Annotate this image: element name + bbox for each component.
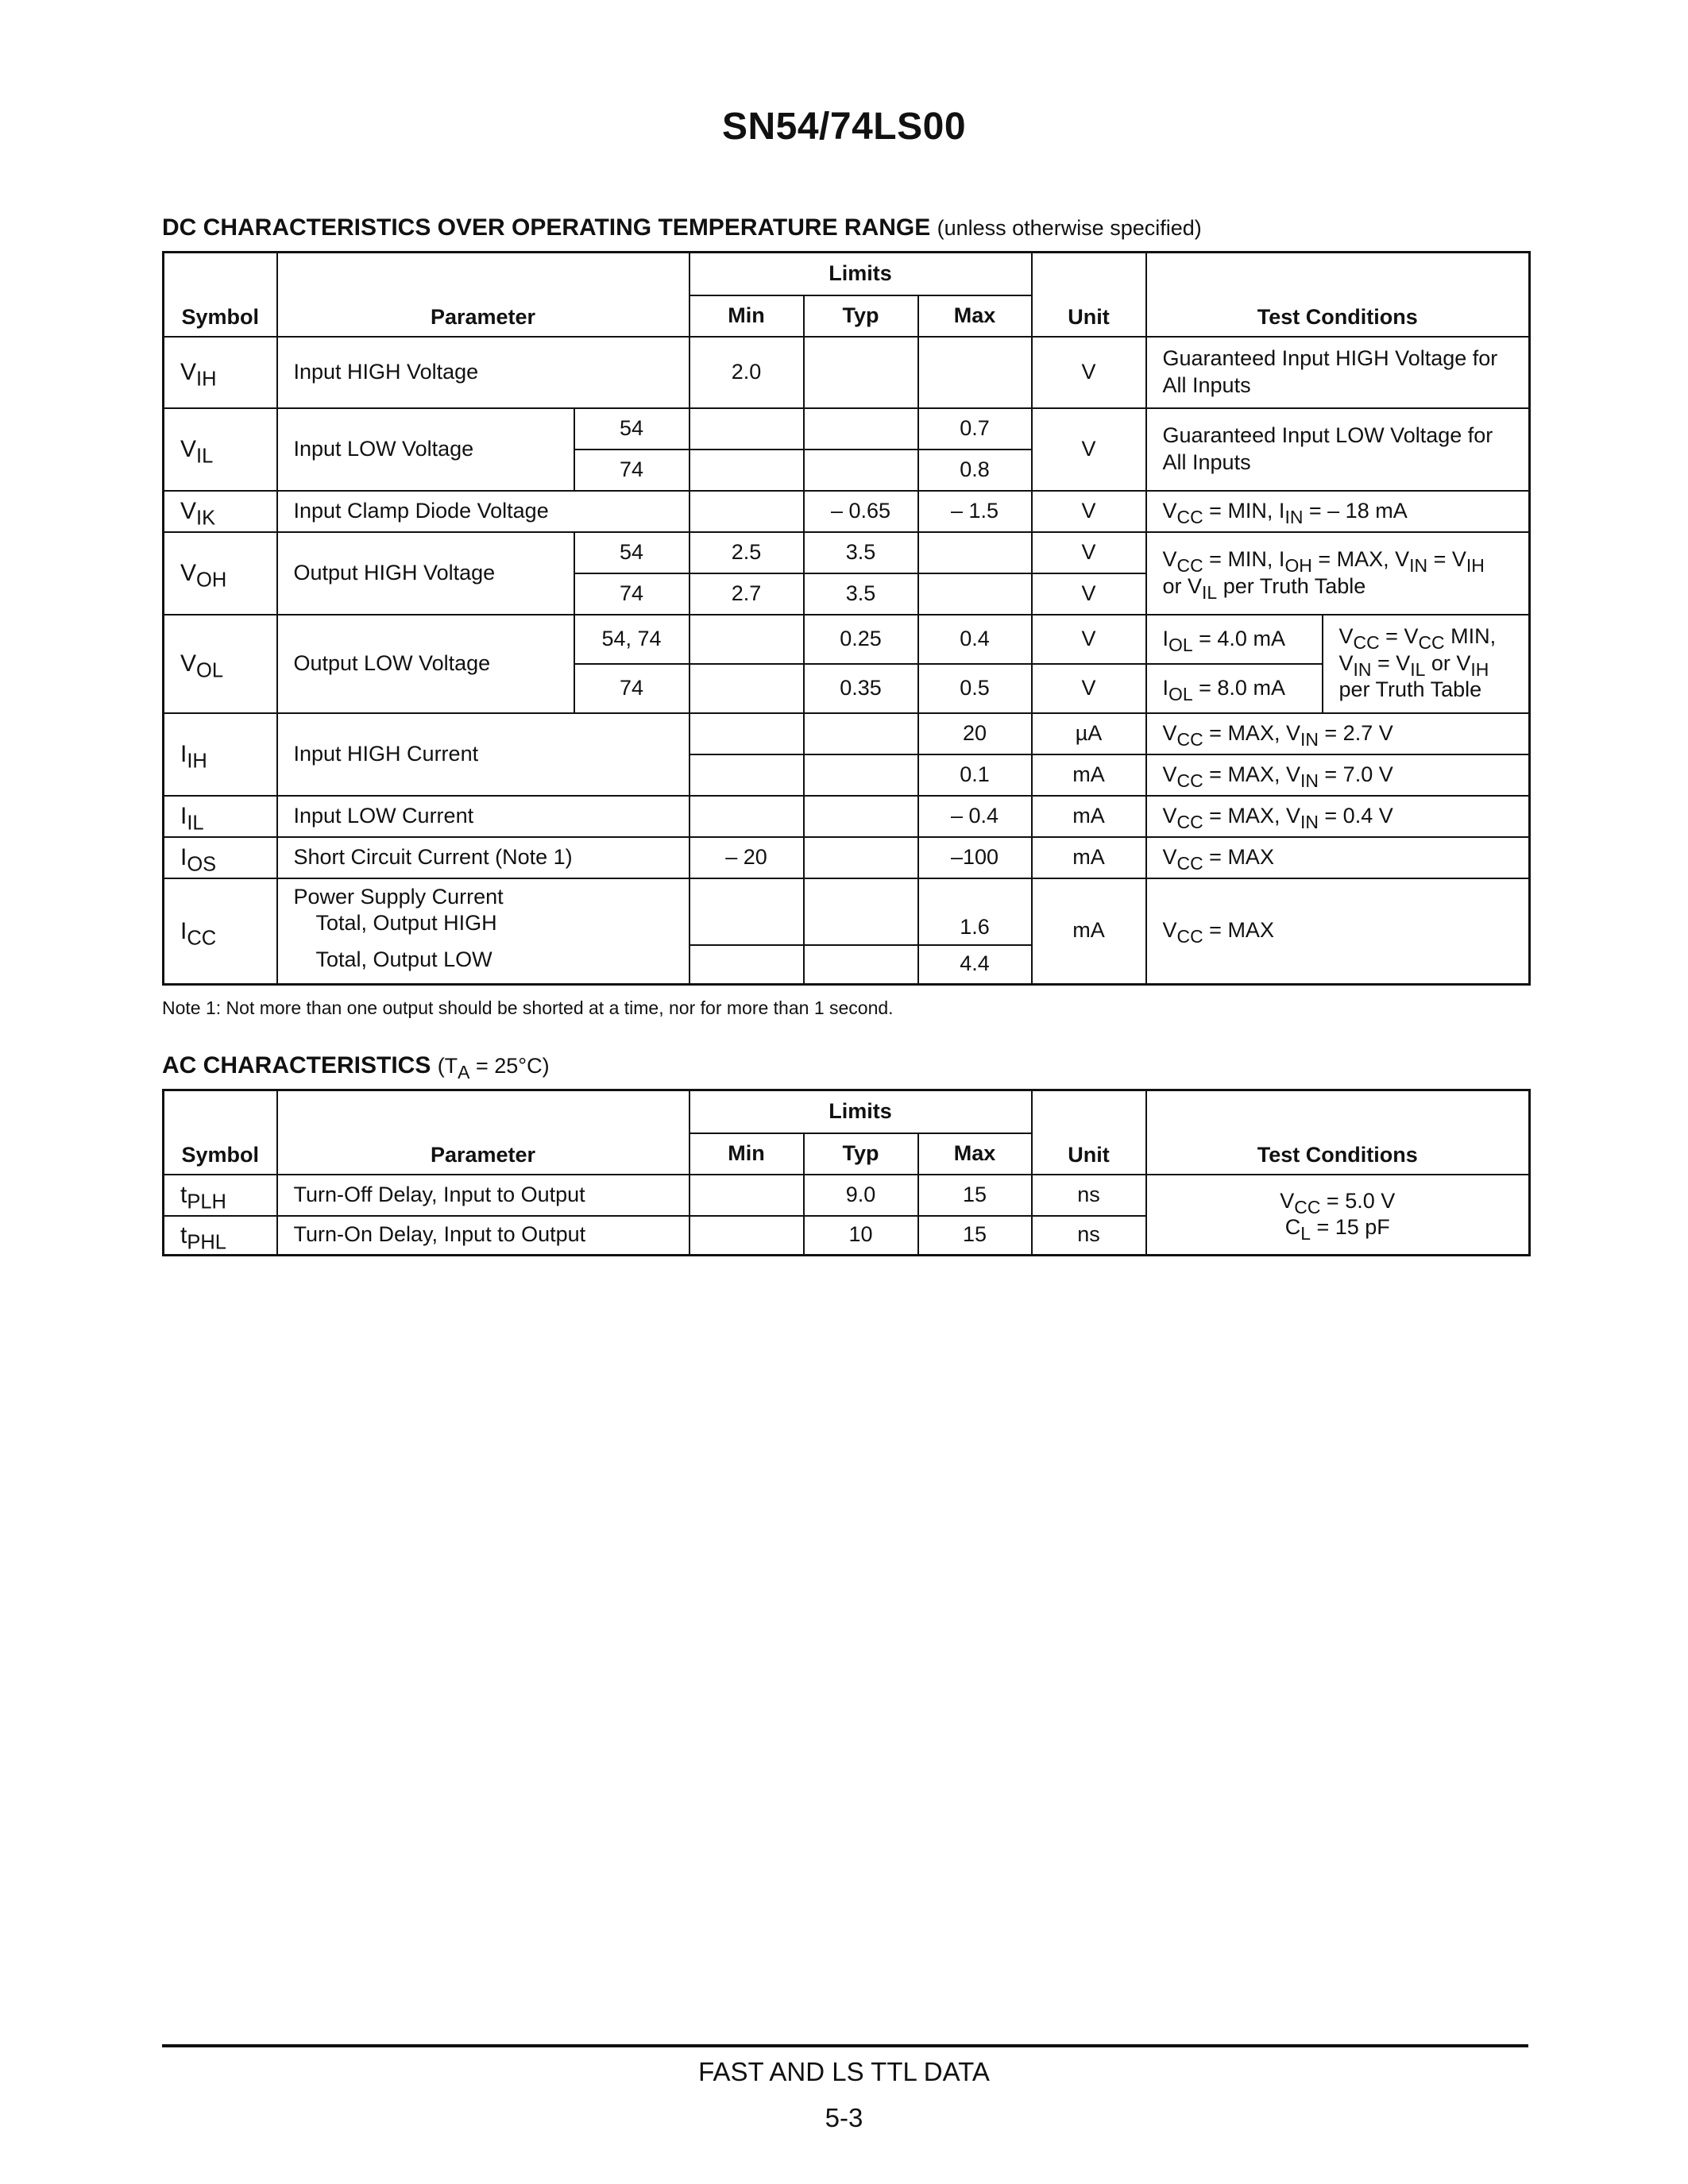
header-parameter: Parameter [277,253,689,337]
min-cell [689,664,804,713]
symbol-cell: $I_{OS}$ [164,837,277,878]
max-cell: – 1.5 [918,491,1032,532]
header-typ: Typ [804,295,918,337]
symbol-cell: $I_{IH}$ [164,713,277,796]
device-cell: 54 [574,532,689,573]
typ-cell: 3.5 [804,532,918,573]
max-cell: 0.4 [918,615,1032,664]
min-cell [689,1175,804,1216]
header-unit: Unit [1032,253,1146,337]
typ-cell: 10 [804,1216,918,1256]
parameter-cell: Short Circuit Current (Note 1) [277,837,689,878]
device-cell: 54, 74 [574,615,689,664]
header-max: Max [918,1133,1032,1175]
conditions-cell: Guaranteed Input LOW Voltage for All Inputs [1146,408,1530,491]
unit-cell: V [1032,491,1146,532]
unit-cell: V [1032,337,1146,408]
symbol-cell: $I_{IL}$ [164,796,277,837]
typ-cell [804,450,918,491]
max-cell: –100 [918,837,1032,878]
ac-heading-note: $(T_A = 25^\circ C)$ [437,1054,550,1082]
ac-characteristics-table [162,1089,1531,1256]
table-row [164,878,1530,945]
parameter-cell: Output LOW Voltage [277,615,574,713]
min-cell: 2.0 [689,337,804,408]
max-cell: 15 [918,1216,1032,1256]
dc-characteristics-table [162,251,1531,986]
max-cell: – 0.4 [918,796,1032,837]
unit-cell: ns [1032,1175,1146,1216]
symbol-cell: $V_{IL}$ [164,408,277,491]
typ-cell [804,796,918,837]
device-cell: 74 [574,450,689,491]
min-cell [689,1216,804,1256]
table-row [164,408,1530,450]
min-cell [689,878,804,945]
unit-cell: mA [1032,796,1146,837]
conditions-cell: $V_{CC}$ = MIN, $I_{IN}$ = – 18 mA [1146,491,1530,532]
min-cell: 2.7 [689,573,804,615]
table-row [164,337,1530,408]
typ-cell [804,337,918,408]
conditions-cell: $V_{CC} = 5.0$ V $C_L = 15$ pF [1146,1175,1530,1256]
conditions-cell: $I_{OL} = 4.0$ mA [1146,615,1323,664]
note-1: Note 1: Not more than one output should be shorted at a time, nor for more than 1 second. [162,997,894,1018]
table-row [164,1175,1530,1216]
conditions-cell: $I_{OL} = 8.0$ mA [1146,664,1323,713]
table-row [164,491,1530,532]
unit-cell: V [1032,664,1146,713]
header-min: Min [689,1133,804,1175]
footer-title: FAST AND LS TTL DATA [698,2057,990,2086]
typ-cell: 3.5 [804,573,918,615]
conditions-cell: $V_{CC}$ = MAX [1146,878,1530,985]
max-cell [918,532,1032,573]
page-number: 5-3 [825,2103,863,2132]
dc-heading [162,214,1202,241]
footer-rule [162,2044,1528,2047]
conditions-cell: $V_{CC}$ = MAX, $V_{IN} = 0.4$ V [1146,796,1530,837]
conditions-cell: $V_{CC}$ = MAX, $V_{IN} = 7.0$ V [1146,754,1530,796]
symbol-cell: $t_{PHL}$ [164,1216,277,1256]
table-row [164,837,1530,878]
device-cell: 74 [574,664,689,713]
min-cell: – 20 [689,837,804,878]
max-cell: 0.1 [918,754,1032,796]
max-cell: 4.4 [918,945,1032,985]
typ-cell: – 0.65 [804,491,918,532]
max-cell: 0.8 [918,450,1032,491]
typ-cell [804,713,918,754]
typ-cell: 9.0 [804,1175,918,1216]
max-cell: 20 [918,713,1032,754]
dc-heading-note: (unless otherwise specified) [937,216,1202,240]
typ-cell [804,408,918,450]
table-row [164,713,1530,754]
typ-cell: 0.35 [804,664,918,713]
min-cell: 2.5 [689,532,804,573]
parameter-cell: Turn-Off Delay, Input to Output [277,1175,689,1216]
min-cell [689,491,804,532]
symbol-cell: $V_{OH}$ [164,532,277,615]
header-test-conditions: Test Conditions [1146,1090,1530,1175]
table-row [164,796,1530,837]
header-max: Max [918,295,1032,337]
header-limits: Limits [689,1090,1032,1133]
device-cell: 74 [574,573,689,615]
parameter-cell: Turn-On Delay, Input to Output [277,1216,689,1256]
min-cell [689,615,804,664]
min-cell [689,796,804,837]
unit-cell: µA [1032,713,1146,754]
page-title: SN54/74LS00 [721,106,967,148]
parameter-cell: Input Clamp Diode Voltage [277,491,689,532]
ac-heading [162,1052,550,1082]
conditions-common-cell: $V_{CC} = V_{CC}$ MIN, $V_{IN} = V_{IL}$ or $V_{IH}$ per Truth Table [1323,615,1530,713]
parameter-cell: Input HIGH Current [277,713,689,796]
max-cell: 1.6 [918,878,1032,945]
conditions-cell: $V_{CC}$ = MAX [1146,837,1530,878]
min-cell [689,754,804,796]
typ-cell [804,878,918,945]
conditions-cell: $V_{CC}$ = MIN, $I_{OH}$ = MAX, $V_{IN} = V_{IH}$ or $V_{IL}$ per Truth Table [1146,532,1530,615]
typ-cell [804,945,918,985]
min-cell [689,713,804,754]
symbol-cell: $V_{OL}$ [164,615,277,713]
parameter-cell: Output HIGH Voltage [277,532,574,615]
header-min: Min [689,295,804,337]
unit-cell: mA [1032,837,1146,878]
header-typ: Typ [804,1133,918,1175]
unit-cell: mA [1032,754,1146,796]
min-cell [689,450,804,491]
unit-cell: V [1032,408,1146,491]
min-cell [689,408,804,450]
symbol-cell: $V_{IH}$ [164,337,277,408]
parameter-cell: Input LOW Current [277,796,689,837]
unit-cell: ns [1032,1216,1146,1256]
max-cell: 0.5 [918,664,1032,713]
header-test-conditions: Test Conditions [1146,253,1530,337]
conditions-cell: Guaranteed Input HIGH Voltage for All Inputs [1146,337,1530,408]
header-parameter: Parameter [277,1090,689,1175]
parameter-cell: Input LOW Voltage [277,408,574,491]
symbol-cell: $I_{CC}$ [164,878,277,985]
symbol-cell: $t_{PLH}$ [164,1175,277,1216]
typ-cell [804,837,918,878]
conditions-cell: $V_{CC}$ = MAX, $V_{IN} = 2.7$ V [1146,713,1530,754]
unit-cell: V [1032,532,1146,573]
unit-cell: mA [1032,878,1146,985]
device-cell: 54 [574,408,689,450]
header-unit: Unit [1032,1090,1146,1175]
max-cell: 15 [918,1175,1032,1216]
typ-cell [804,754,918,796]
unit-cell: V [1032,615,1146,664]
max-cell [918,573,1032,615]
table-row [164,615,1530,664]
max-cell [918,337,1032,408]
unit-cell: V [1032,573,1146,615]
parameter-cell: Input HIGH Voltage [277,337,689,408]
header-limits: Limits [689,253,1032,295]
max-cell: 0.7 [918,408,1032,450]
typ-cell: 0.25 [804,615,918,664]
min-cell [689,945,804,985]
header-symbol: Symbol [164,1090,277,1175]
ac-heading-text: AC CHARACTERISTICS [162,1052,431,1078]
header-symbol: Symbol [164,253,277,337]
table-row [164,532,1530,573]
parameter-cell: Power Supply Current Total, Output HIGH Total, Output LOW [277,878,689,985]
symbol-cell: $V_{IK}$ [164,491,277,532]
dc-heading-text: DC CHARACTERISTICS OVER OPERATING TEMPERATURE RANGE [162,214,931,241]
